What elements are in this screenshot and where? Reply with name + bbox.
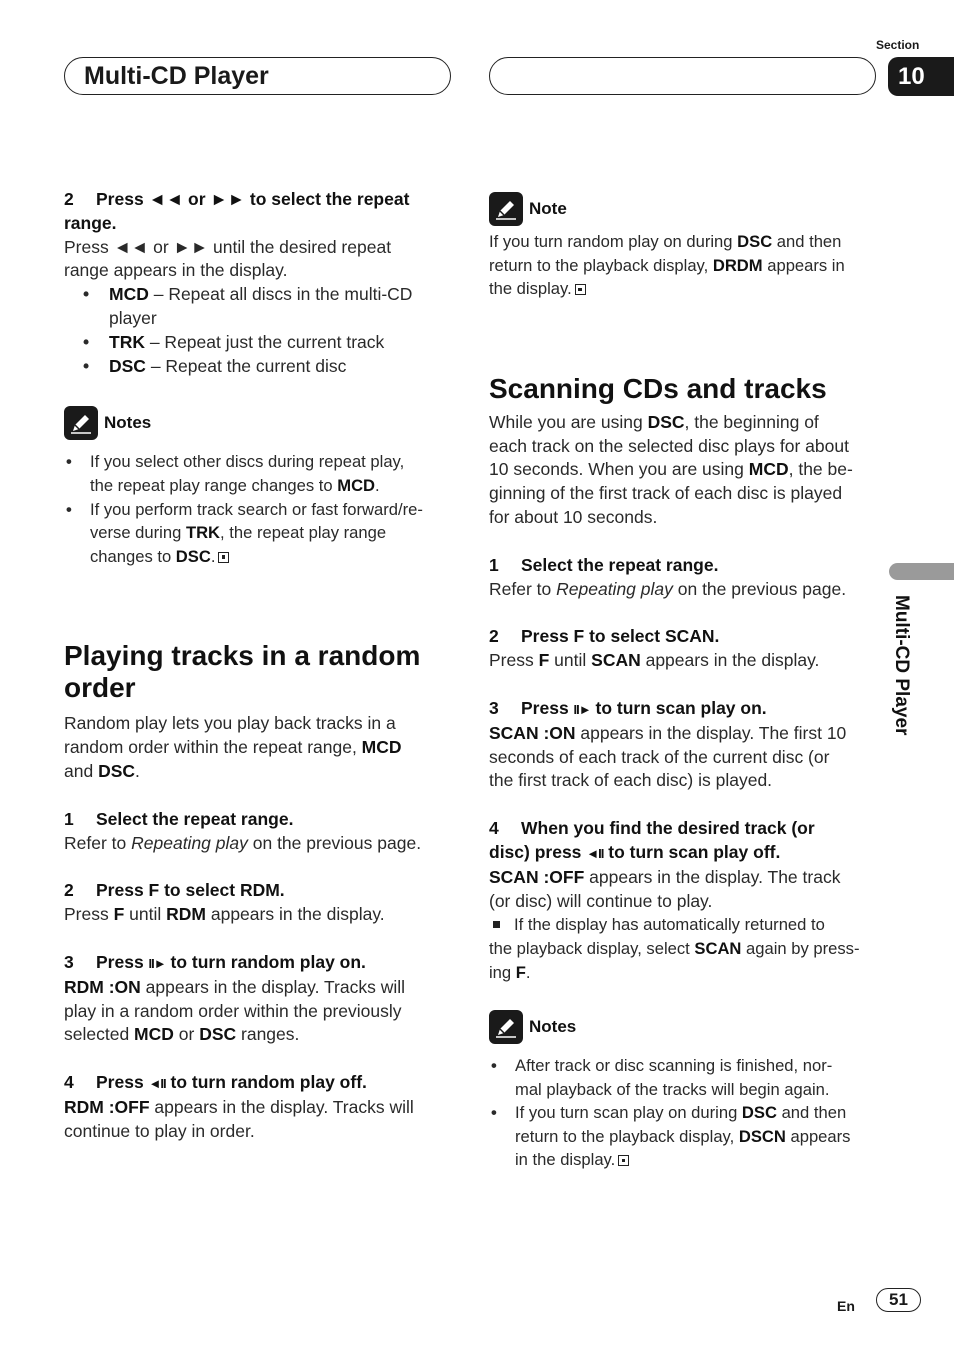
random-step-2-body: Press F until RDM appears in the display.	[64, 904, 385, 925]
header-blank-frame	[489, 57, 876, 95]
pause-back-icon: ◄II	[148, 1076, 166, 1092]
notes-heading: Notes	[489, 1010, 874, 1044]
list-item: • After track or disc scanning is finished, nor- mal playback of the tracks will begin again.	[489, 1054, 874, 1101]
side-chapter-label: Multi-CD Player	[891, 595, 912, 736]
scan-step-2-body: Press F until SCAN appears in the display.	[489, 650, 820, 671]
list-item: • MCD – Repeat all discs in the multi-CD player	[64, 283, 449, 331]
list-item: • DSC – Repeat the current disc	[64, 355, 449, 379]
scan-notes-list	[489, 1054, 874, 1172]
square-bullet-icon	[493, 921, 500, 928]
play-pause-icon: II►	[148, 955, 166, 971]
pause-back-icon: ◄II	[586, 845, 604, 861]
scan-step-4-heading: 4 When you find the desired track (or disc) press ◄II to turn scan play off.	[489, 818, 815, 862]
list-item: • If you select other discs during repeat play, the repeat play range changes to MCD.	[64, 450, 449, 497]
side-tab-marker	[889, 563, 954, 580]
play-pause-icon: II►	[573, 701, 591, 717]
section-label: Section	[876, 38, 920, 52]
scanning-intro: While you are using DSC, the beginning of each track on the selected disc plays for about 10 seconds. When you are using MCD, the be- ginning of the first track of each disc is played for about 10 seconds.	[489, 411, 853, 527]
page-title: Multi-CD Player	[84, 62, 269, 90]
left-column	[64, 188, 449, 1144]
scan-step-1-heading: 1 Select the repeat range.	[489, 554, 719, 575]
repeat-notes-list	[64, 450, 449, 568]
end-mark-icon	[618, 1155, 629, 1166]
right-column	[489, 192, 874, 1172]
scan-step-2-heading: 2 Press F to select SCAN.	[489, 626, 720, 647]
scan-step-4-tip: If the display has automatically returned to the playback display, select SCAN again by press- ing F.	[489, 915, 860, 982]
end-mark-icon	[218, 552, 229, 563]
random-step-1-heading: 1 Select the repeat range.	[64, 808, 294, 829]
list-item: • TRK – Repeat just the current track	[64, 331, 449, 355]
scan-step-1-body: Refer to Repeating play on the previous page.	[489, 578, 847, 599]
random-play-heading: Playing tracks in a random order	[64, 640, 421, 704]
random-note-text: If you turn random play on during DSC and then return to the playback display, DRDM appears in the display.	[489, 232, 845, 299]
random-step-3-body: RDM :ON appears in the display. Tracks will play in a random order within the previously selected MCD or DSC ranges.	[64, 976, 406, 1045]
scanning-heading: Scanning CDs and tracks	[489, 372, 827, 404]
end-mark-icon	[575, 284, 586, 295]
notes-heading: Notes	[64, 406, 449, 440]
list-item: • If you perform track search or fast forward/re- verse during TRK, the repeat play range changes to DSC.	[64, 498, 449, 569]
random-step-4-heading: 4 Press ◄II to turn random play off.	[64, 1072, 367, 1093]
random-step-3-heading: 3 Press II► to turn random play on.	[64, 951, 366, 972]
scan-step-3-heading: 3 Press II► to turn scan play on.	[489, 697, 767, 718]
section-number-badge: 10	[888, 57, 954, 96]
random-step-4-body: RDM :OFF appears in the display. Tracks will continue to play in order.	[64, 1096, 414, 1141]
random-play-intro: Random play lets you play back tracks in a random order within the repeat range, MCD and DSC.	[64, 713, 402, 781]
step-2-repeat-body: Press ◄◄ or ►► until the desired repeat range appears in the display.	[64, 236, 392, 281]
note-heading: Note	[489, 192, 874, 226]
pencil-note-icon	[489, 192, 523, 226]
random-step-1-body: Refer to Repeating play on the previous page.	[64, 832, 422, 853]
random-step-2-heading: 2 Press F to select RDM.	[64, 880, 285, 901]
scan-step-4-body: SCAN :OFF appears in the display. The track (or disc) will continue to play.	[489, 866, 841, 911]
step-2-repeat-heading: 2 Press ◄◄ or ►► to select the repeat range.	[64, 189, 410, 233]
scan-step-3-body: SCAN :ON appears in the display. The first 10 seconds of each track of the current disc (or the first track of each disc) is played.	[489, 722, 847, 791]
pencil-note-icon	[64, 406, 98, 440]
list-item: • If you turn scan play on during DSC and then return to the playback display, DSCN appears in the display.	[489, 1101, 874, 1172]
repeat-range-list	[64, 283, 449, 378]
page-number: 51	[876, 1288, 921, 1312]
language-label: En	[837, 1298, 855, 1314]
pencil-note-icon	[489, 1010, 523, 1044]
